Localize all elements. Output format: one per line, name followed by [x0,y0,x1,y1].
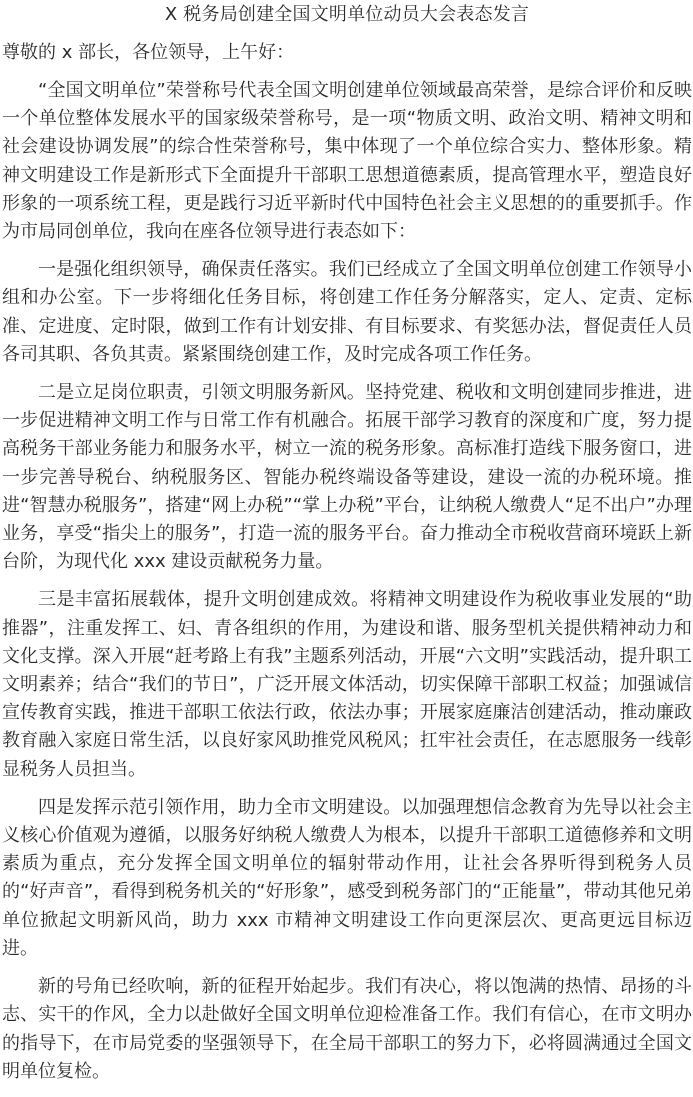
salutation: 尊敬的 x 部长，各位领导，上午好： [2,42,295,63]
document-title: X 税务局创建全国文明单位动员大会表态发言 [164,4,530,25]
paragraph-point-three: 三是丰富拓展载体，提升文明创建成效。将精神文明建设作为税收事业发展的“助推器”，注重发挥工、妇、青各组织的作用，为建设和谐、服务型机关提供精神动力和文化支撑。深入开展“赶考路上有我”主题系列活动，开展“六文明”实践活动，提升职工文明素养；结合“我们的节日”，广泛开展文体活动，切实保障干部职工权益；加强诚信宣传教育实践，推进干部职工依法行政，依法办事；开展家庭廉洁创建活动，推动廉政教育融入家庭日常生活，以良好家风助推党风税风；扛牢社会责任，在志愿服务一线彰显税务人员担当。 [2,589,692,780]
paragraph-point-four: 四是发挥示范引领作用，助力全市文明建设。以加强理想信念教育为先导以社会主义核心价值观为遵循，以服务好纳税人缴费人为根本，以提升干部职工道德修养和文明素质为重点，充分发挥全国文明单位的辐射带动作用，让社会各界听得到税务人员的“好声音”，看得到税务机关的“好形象”，感受到税务部门的“正能量”，带动其他兄弟单位掀起文明新风尚，助力 xxx 市精神文明建设工作向更深层次、更高更远目标迈进。 [2,796,692,959]
paragraph-point-one: 一是强化组织领导，确保责任落实。我们已经成立了全国文明单位创建工作领导小组和办公室。下一步将细化任务目标，将创建工作任务分解落实，定人、定责、定标准、定进度、定时限，做到工作有计划安排、有目标要求、有奖惩办法，督促责任人员各司其职、各负其责。紧紧围绕创建工作，及时完成各项工作任务。 [2,259,692,365]
paragraph-intro: “全国文明单位”荣誉称号代表全国文明创建单位领域最高荣誉，是综合评价和反映一个单位整体发展水平的国家级荣誉称号，是一项“物质文明、政治文明、精神文明和社会建设协调发展”的综合性荣誉称号，集中体现了一个单位综合实力、整体形象。精神文明建设工作是新形式下全面提升干部职工思想道德素质，提高管理水平，塑造良好形象的一项系统工程，更是践行习近平新时代中国特色社会主义思想的的重要抓手。作为市局同创单位，我向在座各位领导进行表态如下： [2,80,692,243]
paragraph-point-two: 二是立足岗位职责，引领文明服务新风。坚持党建、税收和文明创建同步推进，进一步促进精神文明工作与日常工作有机融合。拓展干部学习教育的深度和广度，努力提高税务干部业务能力和服务水平，树立一流的税务形象。高标准打造线下服务窗口，进一步完善导税台、纳税服务区、智能办税终端设备等建设，建设一流的办税环境。推进“智慧办税服务”，搭建“网上办税”“掌上办税”平台，让纳税人缴费人“足不出户”办理业务，享受“指尖上的服务”，打造一流的服务平台。奋力推动全市税收营商环境跃上新台阶，为现代化 xxx 建设贡献税务力量。 [2,382,692,573]
paragraph-closing: 新的号角已经吹响，新的征程开始起步。我们有决心，将以饱满的热情、昂扬的斗志、实干的作风，全力以赴做好全国文明单位迎检准备工作。我们有信心，在市文明办的指导下，在市局党委的坚强领导下，在全局干部职工的努力下，必将圆满通过全国文明单位复检。 [2,976,692,1082]
